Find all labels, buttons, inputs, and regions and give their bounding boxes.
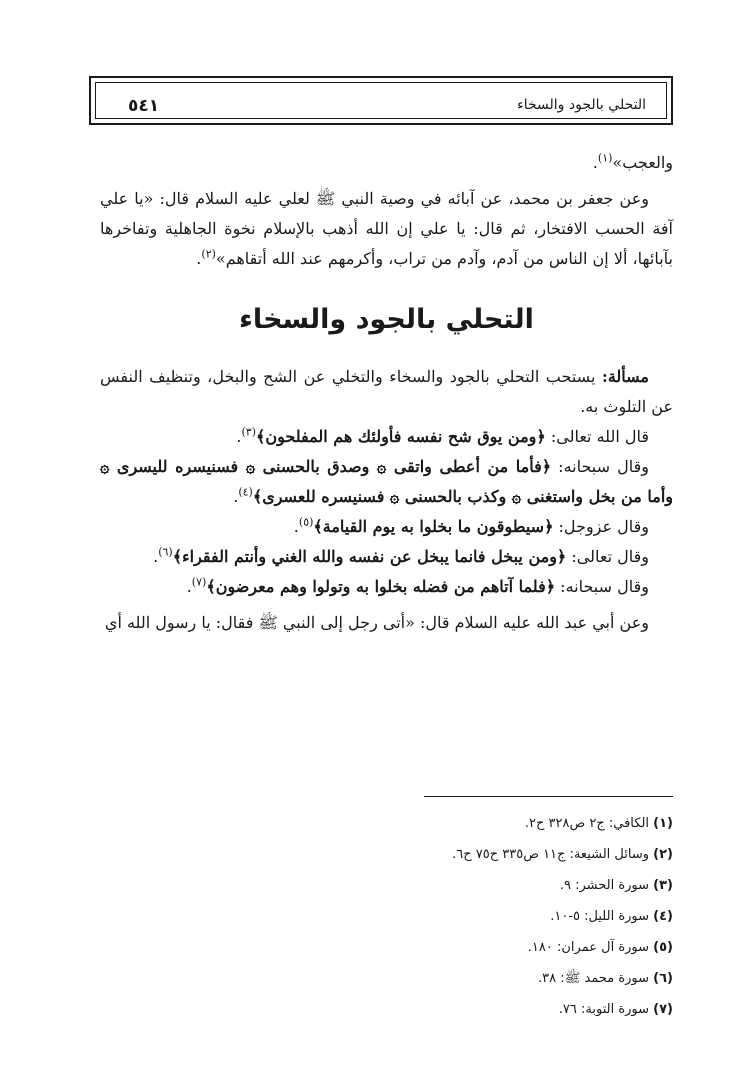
quran-quote: ﴿فلما آتاهم من فضله بخلوا به وتولوا وهم معرضون﴾ — [206, 577, 556, 596]
main-text — [100, 148, 673, 638]
footnote-ref: (٧) — [191, 575, 207, 589]
paragraph-text: وعن جعفر بن محمد، عن آبائه في وصية النبي ﷺ لعلي عليه السلام قال: «يا علي آفة الحسب الافتخار، ثم قال: يا علي إن الله أذهب بالإسلام نخوة الجاهلية وتفاخرها بآبائها، ألا إن الناس من آدم، وآدم من تراب، وأكرمهم عند الله أتقاهم» — [100, 189, 673, 268]
footnote-ref: (٢) — [201, 247, 216, 261]
paragraph-text: وعن أبي عبد الله عليه السلام قال: «أتى رجل إلى النبي ﷺ فقال: يا رسول الله أي — [104, 613, 649, 632]
paragraph-text: والعجب» — [612, 153, 673, 172]
footnote-text: وسائل الشيعة: ج١١ ص٣٣٥ ح٧٥ ح٦. — [452, 847, 654, 862]
paragraph-masala — [100, 362, 673, 422]
verse-intro: وقال سبحانه: — [551, 457, 649, 476]
footnote-number: (٣) — [653, 878, 673, 893]
footnote-ref: (٥) — [298, 515, 314, 529]
footnote-item — [353, 808, 673, 839]
footnote-item — [353, 839, 673, 870]
masala-label: مسألة: — [601, 367, 649, 386]
footnote-number: (٤) — [653, 909, 673, 924]
verse-4 — [100, 542, 673, 572]
punctuation: . — [186, 577, 192, 596]
verse-intro: وقال تعالى: — [566, 547, 649, 566]
paragraph-continuation — [100, 148, 673, 178]
verse-5 — [100, 572, 673, 602]
footnote-ref: (٦) — [158, 545, 173, 559]
verse-3 — [100, 512, 673, 542]
punctuation: . — [592, 153, 598, 172]
quran-quote: ﴿ومن يبخل فانما يبخل عن نفسه والله الغني وأنتم الفقراء﴾ — [172, 547, 567, 566]
footnote-ref: (١) — [597, 151, 613, 165]
footnote-text: الكافي: ج٢ ص٣٢٨ ح٢. — [524, 816, 654, 831]
footnotes — [353, 808, 673, 1025]
paragraph-text: يستحب التحلي بالجود والسخاء والتخلي عن الشح والبخل، وتنظيف النفس عن التلوث به. — [100, 367, 673, 416]
page-header-inner-frame — [95, 82, 667, 119]
quran-quote: ﴿سيطوقون ما بخلوا به يوم القيامة﴾ — [313, 517, 554, 536]
verse-2 — [100, 452, 673, 512]
quran-quote: ﴿ومن يوق شح نفسه فأولئك هم المفلحون﴾ — [256, 427, 546, 446]
footnote-number: (٢) — [653, 847, 673, 862]
paragraph-hadith — [100, 184, 673, 274]
footnote-number: (٧) — [653, 1002, 673, 1017]
footnote-item — [353, 994, 673, 1025]
punctuation: . — [153, 547, 159, 566]
footnote-number: (٥) — [653, 940, 673, 955]
footnote-text: سورة الليل: ٥-١٠. — [550, 909, 654, 924]
punctuation: . — [196, 249, 202, 268]
footnote-item — [353, 963, 673, 994]
paragraph-last — [100, 608, 673, 638]
page-header — [89, 76, 673, 125]
footnote-ref: (٤) — [238, 485, 253, 499]
footnote-text: سورة محمد ﷺ: ٣٨. — [538, 971, 654, 986]
footnote-text: سورة آل عمران: ١٨٠. — [527, 940, 654, 955]
footnote-number: (٦) — [653, 971, 673, 986]
verse-1 — [100, 422, 673, 452]
verse-intro: وقال عزوجل: — [553, 517, 649, 536]
punctuation: . — [236, 427, 242, 446]
punctuation: . — [293, 517, 299, 536]
footnote-item — [353, 870, 673, 901]
punctuation: . — [233, 487, 239, 506]
quran-quote: ﴿فأما من أعطى واتقى ۞ وصدق بالحسنى ۞ فسنيسره لليسرى ۞ وأما من بخل واستغنى ۞ وكذب بالحسنى ۞ فسنيسره للعسرى﴾ — [100, 457, 673, 506]
verse-intro: وقال سبحانه: — [555, 577, 649, 596]
footnote-ref: (٣) — [241, 425, 256, 439]
verse-intro: قال الله تعالى: — [545, 427, 649, 446]
footnote-item — [353, 901, 673, 932]
section-title: التحلي بالجود والسخاء — [239, 304, 534, 335]
page-number: ٥٤١ — [128, 96, 160, 116]
footnote-item — [353, 932, 673, 963]
footnote-text: سورة الحشر: ٩. — [559, 878, 654, 893]
footnote-separator — [424, 796, 673, 797]
footnote-number: (١) — [653, 816, 673, 831]
running-head: التحلي بالجود والسخاء — [517, 97, 646, 113]
footnote-text: سورة التوبة: ٧٦. — [558, 1002, 654, 1017]
